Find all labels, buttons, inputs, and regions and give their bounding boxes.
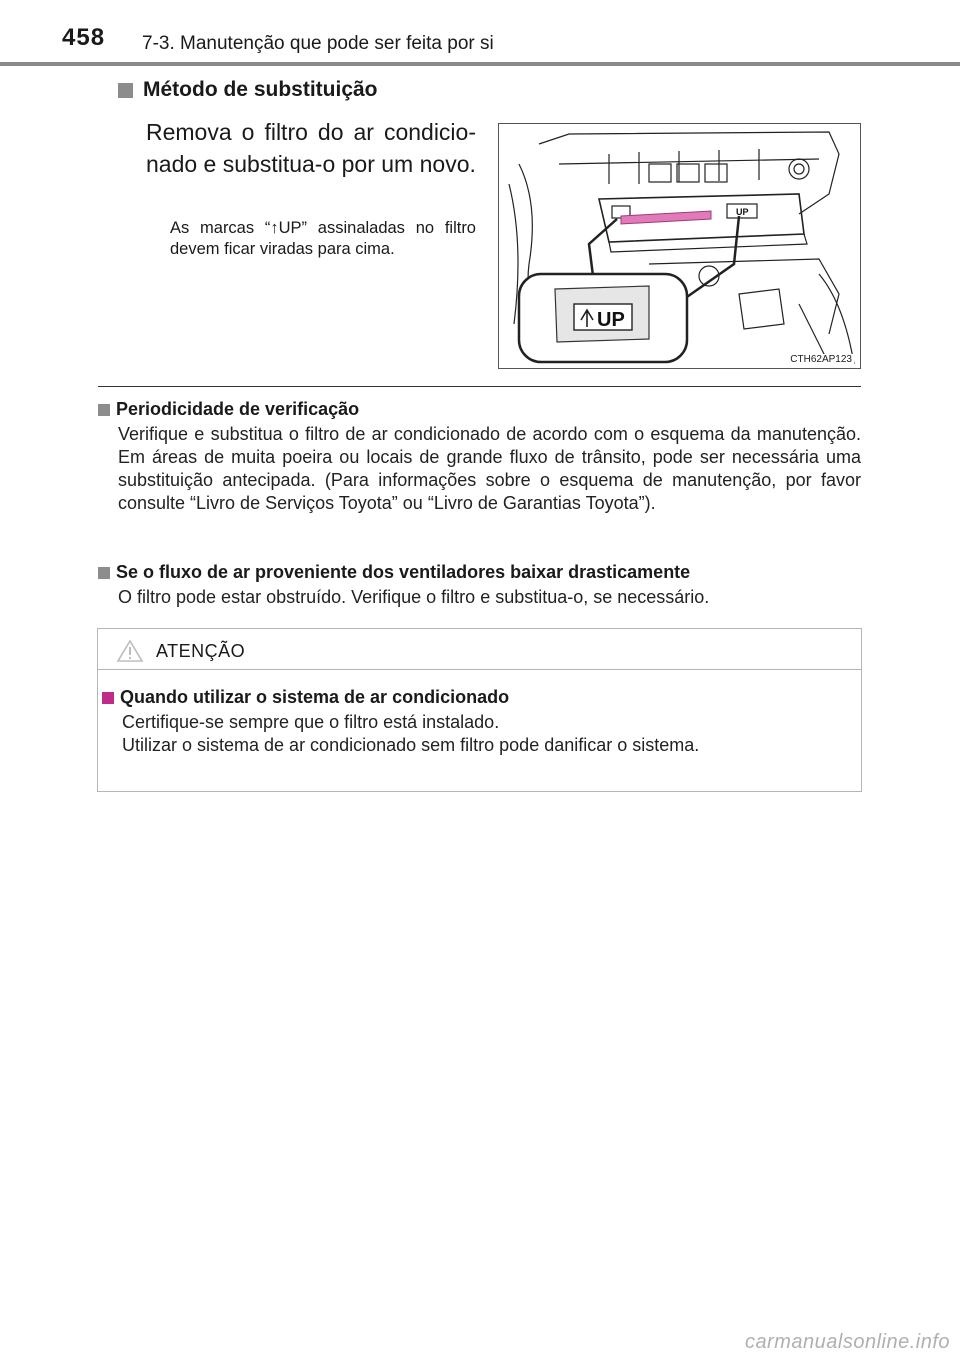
info-block-airflow (98, 562, 861, 609)
warning-header (98, 629, 861, 670)
warning-body (122, 711, 842, 757)
warning-line-1: Certifique-se sempre que o filtro está instalado. (122, 712, 500, 732)
filter-drawing (499, 124, 861, 369)
square-bullet-icon (118, 83, 133, 98)
page-header (0, 0, 960, 66)
info-heading-text: Periodicidade de verificação (116, 399, 360, 419)
warning-title: ATENÇÃO (156, 641, 246, 661)
filter-illustration (498, 123, 861, 369)
section-divider (98, 386, 861, 387)
info-body-text: O filtro pode estar obstruído. Verifique o filtro e substitua-o, se necessário. (118, 587, 710, 607)
figure-code: CTH62AP123 (790, 354, 852, 365)
section-title-text: Método de substituição (143, 78, 378, 101)
warning-line-2: Utilizar o sistema de ar condicionado sem filtro pode danificar o sistema. (122, 735, 700, 755)
info-heading (98, 399, 861, 420)
warning-heading-text: Quando utilizar o sistema de ar condicionado (120, 687, 510, 707)
warning-box (97, 628, 862, 792)
up-label-small: UP (736, 207, 749, 217)
info-heading-text: Se o fluxo de ar proveniente dos ventiladores baixar drasticamente (116, 562, 691, 582)
info-heading (98, 562, 861, 583)
square-bullet-icon (102, 692, 114, 704)
square-bullet-icon (98, 567, 110, 579)
instruction-text: Remova o filtro do ar condicio- nado e substitua-o por um novo. (146, 119, 476, 177)
chapter-title: 7-3. Manutenção que pode ser feita por si (142, 33, 494, 54)
warning-triangle-icon (116, 639, 144, 663)
watermark: carmanualsonline.info (744, 1331, 950, 1353)
page-number: 458 (62, 24, 106, 51)
up-label-large: UP (597, 309, 625, 331)
warning-heading (102, 687, 842, 708)
header-rule (0, 62, 960, 66)
section-title (118, 78, 378, 102)
info-block-inspection (98, 399, 861, 515)
square-bullet-icon (98, 404, 110, 416)
warning-content (102, 687, 842, 757)
note-text: As marcas “↑UP” assinaladas no filtro devem ficar viradas para cima. (170, 219, 476, 258)
info-body-text: Verifique e substitua o filtro de ar condicionado de acordo com o esquema da manutenção. Em áreas de muita poeira ou locais de grande fluxo de trânsito, pode ser necessária uma substituição antecipada. (Para informações sobre o esquema de manutenção, por favor consulte “Livro de Serviços Toyota” ou “Livro de Garantias Toyota”). (118, 424, 861, 513)
